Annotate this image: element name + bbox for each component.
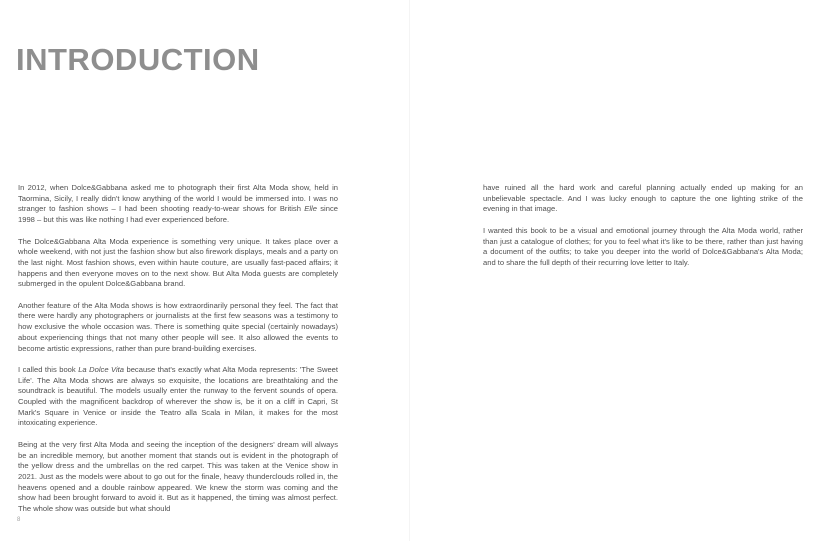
paragraph-1	[18, 183, 338, 226]
paragraph-7: I wanted this book to be a visual and emotional journey through the Alta Moda world, rather than just a catalogue of clothes; for you to feel what it's like to be there, rather than just having a document of the outfits; to take you deeper into the world of Dolce&Gabbana's Alta Moda; and to share the full depth of their recurring love letter to Italy.	[483, 225, 803, 267]
paragraph-4-italic-title: La Dolce Vita	[78, 364, 124, 374]
paragraph-1-italic-elle: Elle	[304, 204, 317, 214]
right-page	[410, 0, 820, 541]
page-number-left: 8	[17, 517, 21, 523]
paragraph-1-part-3: since 1998 – but this was like nothing I had ever experienced before.	[18, 204, 338, 225]
paragraph-3: Another feature of the Alta Moda shows is how extraordinarily personal they feel. The fact that there were hardly any photographers or journalists at the first few seasons was a testimony to how exclusive the whole occasion was. There is something quite special (certainly nowadays) about experiencing things that not many other people will see. It also allowed the events to become artistic expressions, rather than pure brand-building exercises.	[18, 300, 338, 353]
paragraph-4-part-1: I called this book	[18, 364, 79, 374]
right-text-column	[483, 183, 803, 269]
paragraph-6: have ruined all the hard work and careful planning actually ended up making for an unbelievable spectacle. And I was lucky enough to capture the one lighting strike of the evening in that image.	[483, 183, 803, 214]
paragraph-4	[18, 365, 338, 429]
paragraph-1-part-1: In 2012, when Dolce&Gabbana asked me to photograph their first Alta Moda show, held in Taormina, Sicily, I really didn't know anything of the world I would be immersed into. I was no stranger to fashion shows – I had been shooting ready-to-wear shows for British	[18, 183, 338, 214]
paragraph-4-part-3: because that's exactly what Alta Moda represents: 'The Sweet Life'. The Alta Moda shows are always so exquisite, the locations are breathtaking and the soundtrack is beautiful. The models usually enter the runway to the fervent sounds of opera. Coupled with the magnificent backdrop of wherever the show is, be it on a cliff in Capri, St Mark's Square in Venice or inside the Teatro alla Scala in Milan, it makes for the most intoxicating experience.	[18, 364, 338, 428]
paragraph-2: The Dolce&Gabbana Alta Moda experience is something very unique. It takes place over a whole weekend, with not just the fashion show but also firework displays, meals and a party on the last night. Most fashion shows, even within haute couture, are usually fast-paced affairs; it happens and then everyone moves on to the next show. But Alta Moda guests are completely submerged in the opulent Dolce&Gabbana brand.	[18, 236, 338, 289]
page-heading: INTRODUCTION	[16, 42, 260, 77]
left-text-column	[18, 183, 338, 515]
paragraph-5: Being at the very first Alta Moda and seeing the inception of the designers' dream will always be an incredible memory, but another moment that stands out is evident in the photograph of the yellow dress and the umbrellas on the red carpet. This was taken at the Venice show in 2021. Just as the models were about to go out for the finale, heavy thunderclouds rolled in, the heavens opened and a double rainbow appeared. We knew the storm was coming and the show had been brought forward to avoid it. But as it happened, the timing was almost perfect. The whole show was outside but what should	[18, 439, 338, 514]
